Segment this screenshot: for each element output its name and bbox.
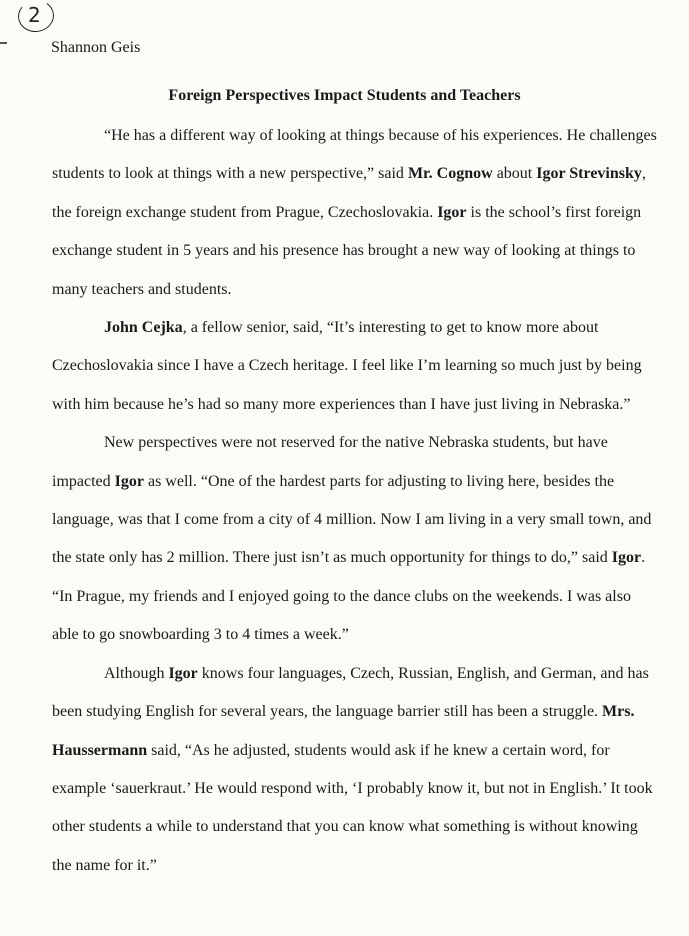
bold-name: Igor: [611, 549, 642, 567]
bold-name: John Cejka: [104, 319, 183, 337]
bold-name: Igor: [168, 664, 198, 682]
margin-mark: [0, 42, 7, 44]
paragraph: [52, 655, 657, 885]
bold-name: Igor Strevinsky: [536, 165, 642, 183]
text-run: , the foreign exchange student from Prague, Czechoslovakia.: [52, 165, 646, 221]
paragraph: [52, 309, 657, 424]
bold-name: Igor: [114, 472, 144, 490]
page-number: 2: [28, 3, 41, 27]
article-title: Foreign Perspectives Impact Students and Teachers: [168, 87, 521, 104]
paragraph: [52, 117, 657, 309]
text-run: Although: [104, 664, 169, 682]
bold-name: Mrs. Haussermann: [52, 703, 635, 759]
text-run: New perspectives were not reserved for the native Nebraska students, but have impacted: [52, 434, 608, 490]
text-run: “He has a different way of looking at things because of his experiences. He challenges students to look at things with a new perspective,” said: [52, 127, 657, 183]
text-run: is the school’s first foreign exchange student in 5 years and his presence has brought a new way of looking at things to many teachers and students.: [52, 203, 642, 298]
article-body: [52, 117, 657, 885]
text-run: as well. “One of the hardest parts for adjusting to living here, besides the language, was that I come from a city of 4 million. Now I am living in a very small town, and the state only has 2 million. There just isn’t as much opportunity for things to do,” said: [52, 472, 652, 567]
text-run: about: [492, 165, 537, 183]
author-name: Shannon Geis: [51, 39, 141, 56]
text-run: . “In Prague, my friends and I enjoyed going to the dance clubs on the weekends. I was also able to go snowboarding 3 to 4 times a week.”: [52, 549, 646, 644]
bold-name: Igor: [437, 203, 467, 221]
text-run: , a fellow senior, said, “It’s interesting to get to know more about Czechoslovakia since I have a Czech heritage. I feel like I’m learning so much just by being with him because he’s had so many more experiences than I have just living in Nebraska.”: [52, 319, 642, 413]
text-run: knows four languages, Czech, Russian, English, and German, and has been studying English for several years, the language barrier still has been a struggle.: [52, 664, 649, 721]
paragraph: [52, 424, 657, 654]
bold-name: Mr. Cognow: [407, 165, 493, 183]
text-run: said, “As he adjusted, students would ask if he knew a certain word, for example ‘sauerkraut.’ He would respond with, ‘I probably know it, but not in English.’ It took other students a while to understand that you can know what something is without knowing the name for it.”: [52, 741, 653, 874]
